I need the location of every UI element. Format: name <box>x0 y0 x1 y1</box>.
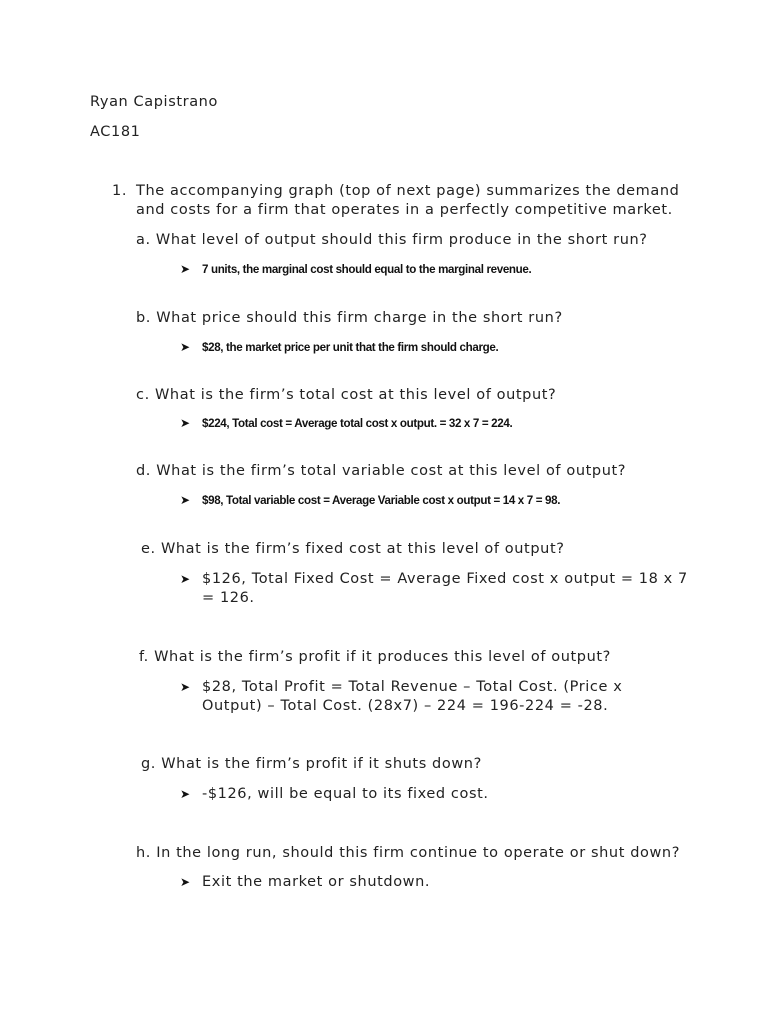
course-code: AC181 <box>90 124 141 140</box>
answer-e-line-1: $126, Total Fixed Cost = Average Fixed cost x output = 18 x 7 <box>202 571 688 587</box>
answer-a <box>180 260 531 279</box>
author-name: Ryan Capistrano <box>90 94 218 110</box>
subquestion-g: g. What is the firm’s profit if it shuts down? <box>141 756 482 772</box>
answer-h-text: Exit the market or shutdown. <box>202 874 431 890</box>
arrowhead-bullet-icon: ➤ <box>180 875 191 889</box>
answer-g-text: -$126, will be equal to its fixed cost. <box>202 786 489 802</box>
subquestion-e: e. What is the firm’s fixed cost at this level of output? <box>141 541 565 557</box>
answer-d-text: $98, Total variable cost = Average Variable cost x output = 14 x 7 = 98. <box>202 494 561 507</box>
subquestion-f: f. What is the firm’s profit if it produces this level of output? <box>139 649 611 665</box>
answer-f <box>180 678 622 716</box>
arrowhead-bullet-icon: ➤ <box>180 340 191 354</box>
answer-a-text: 7 units, the marginal cost should equal to the marginal revenue. <box>202 263 532 276</box>
arrowhead-bullet-icon: ➤ <box>180 416 191 430</box>
question-intro-line-2: and costs for a firm that operates in a perfectly competitive market. <box>136 202 673 218</box>
subquestion-c: c. What is the firm’s total cost at this level of output? <box>136 387 557 403</box>
answer-h <box>180 873 430 892</box>
answer-c <box>180 414 512 433</box>
answer-c-text: $224, Total cost = Average total cost x output. = 32 x 7 = 224. <box>202 417 513 430</box>
subquestion-h: h. In the long run, should this firm continue to operate or shut down? <box>136 845 681 861</box>
question-number: 1. <box>112 183 128 199</box>
subquestion-b: b. What price should this firm charge in the short run? <box>136 310 563 326</box>
answer-b-text: $28, the market price per unit that the firm should charge. <box>202 341 499 354</box>
arrowhead-bullet-icon: ➤ <box>180 493 191 507</box>
answer-g <box>180 785 489 804</box>
subquestion-d: d. What is the firm’s total variable cost at this level of output? <box>136 463 627 479</box>
answer-f-line-1: $28, Total Profit = Total Revenue – Total Cost. (Price x <box>202 679 623 695</box>
answer-f-line-2: Output) – Total Cost. (28x7) – 224 = 196-224 = -28. <box>202 698 609 714</box>
subquestion-a: a. What level of output should this firm produce in the short run? <box>136 232 648 248</box>
arrowhead-bullet-icon: ➤ <box>180 787 191 801</box>
answer-e-line-2: = 126. <box>202 590 255 606</box>
answer-e <box>180 570 688 608</box>
arrowhead-bullet-icon: ➤ <box>180 262 191 276</box>
question-intro-line-1: The accompanying graph (top of next page) summarizes the demand <box>136 183 680 199</box>
arrowhead-bullet-icon: ➤ <box>180 572 191 586</box>
answer-d <box>180 491 560 510</box>
answer-b <box>180 338 498 357</box>
arrowhead-bullet-icon: ➤ <box>180 680 191 694</box>
